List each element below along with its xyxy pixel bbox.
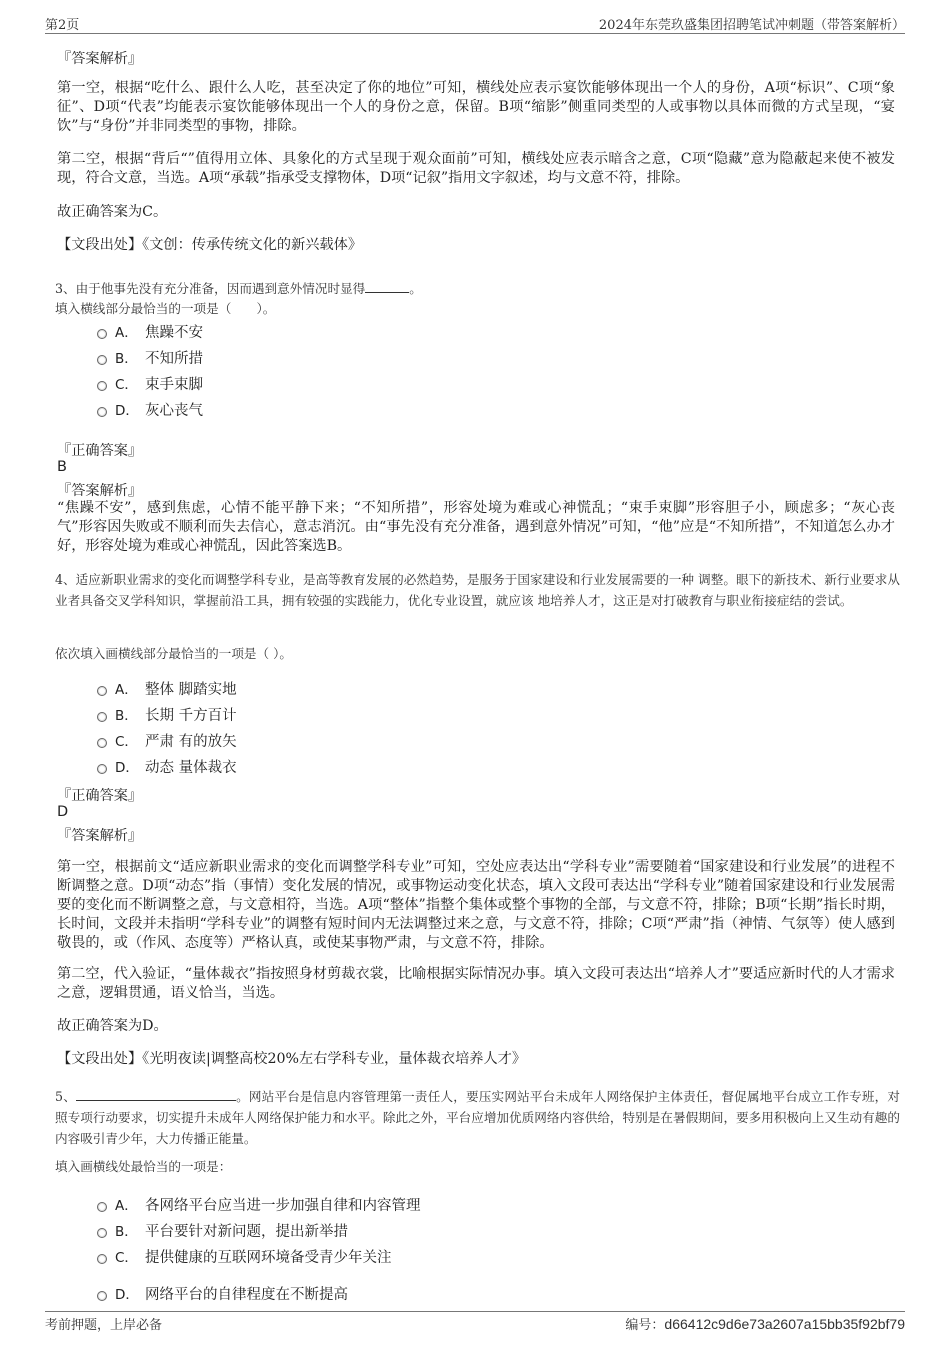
q3-analysis: “焦躁不安”，感到焦虑，心情不能平静下来；“不知所措”，形容处境为难或心神慌乱；“束手束脚”形容胆子小，顾虑多；“灰心丧气”形容因失败或不顺利而失去信心，意志消沉。由“事先没有充分准备，遇到意外情况”可知，“他”应是“不知所措”，不知道怎么办才好，形容处境为难或心神慌乱，因此答案选B。 bbox=[57, 500, 895, 554]
option-key: D． bbox=[115, 1287, 139, 1303]
q5-stem bbox=[55, 1086, 900, 1149]
option-key: C． bbox=[115, 377, 138, 393]
q4-analysis-para2: 第二空，代入验证，“量体裁衣”指按照身材剪裁衣裳，比喻根据实际情况办事。填入文段可表达出“培养人才”要适应新时代的人才需求之意，逻辑贯通，语义恰当，当选。 bbox=[57, 966, 895, 1001]
radio-icon[interactable] bbox=[97, 1228, 107, 1238]
option-text: 长期 千方百计 bbox=[145, 707, 237, 724]
radio-icon[interactable] bbox=[97, 738, 107, 748]
q5-option-c[interactable] bbox=[97, 1246, 392, 1266]
q4-option-a[interactable] bbox=[97, 678, 237, 698]
option-key: B． bbox=[115, 1224, 138, 1240]
radio-icon[interactable] bbox=[97, 1291, 107, 1301]
q5-option-a[interactable] bbox=[97, 1194, 421, 1214]
q5-stem-text: 。网站平台是信息内容管理第一责任人，要压实网站平台未成年人网络保护主体责任，督促属地平台成立工作专班，对照专项行动要求，切实提升未成年人网络保护能力和水平。除此之外，平台应增加优质网络内容供给，特别是在暑假期间，要多用积极向上又生动有趣的内容吸引青少年，大力传播正能量。 bbox=[55, 1089, 901, 1146]
option-key: A． bbox=[115, 1198, 138, 1214]
q2-analysis-label: 『答案解析』 bbox=[57, 51, 143, 67]
q2-analysis-para2: 第二空，根据“背后“”值得用立体、具象化的方式呈现于观众面前”可知，横线处应表示暗含之意，C项“隐藏”意为隐蔽起来使不被发现，符合文意，当选。A项“承载”指承受支撑物体，D项“记叙”指用文字叙述，均与文意不符，排除。 bbox=[57, 151, 895, 186]
q4-analysis-label: 『答案解析』 bbox=[57, 828, 143, 844]
option-text: 平台要针对新问题，提出新举措 bbox=[145, 1223, 348, 1240]
q5-option-d[interactable] bbox=[97, 1283, 348, 1303]
option-text: 束手束脚 bbox=[145, 376, 203, 393]
q4-analysis-para1: 第一空，根据前文“适应新职业需求的变化而调整学科专业”可知，空处应表达出“学科专业”需要随着“国家建设和行业发展”的进程不断调整之意。D项“动态”指（事情）变化发展的情况，或事物运动变化状态，填入文段可表达出“学科专业”随着国家建设和行业发展需要的变化而不断调整之意，与文意相符，当选。A项“整体”指整个集体或整个事物的全部，与文意不符，排除；B项“长期”指长时期，长时间，文段并未指明“学科专业”的调整有短时间内无法调整过来之意，与文意不符，排除；C项“严肃”指（神情、气氛等）使人感到敬畏的，或（作风、态度等）严格认真，或使某事物严肃，与文意不符，排除。 bbox=[57, 859, 895, 951]
document-title: 2024年东莞玖盛集团招聘笔试冲刺题（带答案解析） bbox=[598, 18, 905, 33]
radio-icon[interactable] bbox=[97, 329, 107, 339]
option-key: B． bbox=[115, 351, 138, 367]
radio-icon[interactable] bbox=[97, 1202, 107, 1212]
option-text: 整体 脚踏实地 bbox=[145, 681, 237, 698]
option-text: 焦躁不安 bbox=[145, 324, 203, 341]
q3-option-b[interactable] bbox=[97, 347, 203, 367]
option-text: 提供健康的互联网环境备受青少年关注 bbox=[145, 1249, 392, 1266]
footer-code bbox=[625, 1314, 905, 1333]
q2-conclusion: 故正确答案为C。 bbox=[57, 204, 168, 220]
option-text: 网络平台的自律程度在不断提高 bbox=[145, 1286, 348, 1303]
radio-icon[interactable] bbox=[97, 407, 107, 417]
option-key: A． bbox=[115, 325, 138, 341]
option-text: 灰心丧气 bbox=[145, 402, 203, 419]
radio-icon[interactable] bbox=[97, 686, 107, 696]
q4-option-b[interactable] bbox=[97, 704, 237, 724]
q5-blank bbox=[76, 1088, 236, 1101]
q2-analysis-para1: 第一空，根据“吃什么、跟什么人吃，甚至决定了你的地位”可知，横线处应表示宴饮能够体现出一个人的身份，A项“标识”、C项“象征”、D项“代表”均能表示宴饮能够体现出一个人的身份之意，保留。B项“缩影”侧重同类型的人或事物以具体而微的方式呈现，“宴饮”与“身份”并非同类型的事物，排除。 bbox=[57, 80, 895, 134]
option-key: D． bbox=[115, 403, 139, 419]
q4-conclusion: 故正确答案为D。 bbox=[57, 1018, 168, 1034]
radio-icon[interactable] bbox=[97, 355, 107, 365]
q2-source: 【文段出处】《文创：传承传统文化的新兴载体》 bbox=[57, 237, 363, 253]
q4-option-c[interactable] bbox=[97, 730, 237, 750]
q3-prompt: 填入横线部分最恰当的一项是（ ）。 bbox=[55, 301, 276, 316]
q4-stem: 4、适应新职业需求的变化而调整学科专业，是高等教育发展的必然趋势，是服务于国家建设和行业发展需要的一种 调整。眼下的新技术、新行业要求从业者具备交叉学科知识，掌握前沿工具，拥有较强的实践能力，优化专业设置，就应该 地培养人才，这正是对打破教育与职业衔接症结的尝试。 bbox=[55, 572, 900, 608]
option-text: 动态 量体裁衣 bbox=[145, 759, 237, 776]
option-text: 各网络平台应当进一步加强自律和内容管理 bbox=[145, 1197, 421, 1214]
footer-code-value: d66412c9d6e73a2607a15bb35f92bf79 bbox=[664, 1316, 905, 1332]
q4-answer: D bbox=[57, 804, 69, 820]
q3-analysis-label: 『答案解析』 bbox=[57, 483, 143, 499]
footer-code-label: 编号： bbox=[625, 1318, 665, 1333]
q5-number: 5、 bbox=[55, 1089, 76, 1104]
radio-icon[interactable] bbox=[97, 764, 107, 774]
option-text: 不知所措 bbox=[145, 350, 203, 367]
q4-option-d[interactable] bbox=[97, 756, 237, 776]
radio-icon[interactable] bbox=[97, 712, 107, 722]
q4-prompt: 依次填入画横线部分最恰当的一项是（ ）。 bbox=[55, 646, 292, 661]
radio-icon[interactable] bbox=[97, 381, 107, 391]
q3-blank bbox=[365, 280, 409, 293]
q3-stem-end: 。 bbox=[409, 281, 422, 296]
page-number: 第2页 bbox=[45, 18, 80, 33]
header-divider bbox=[45, 33, 905, 34]
option-key: C． bbox=[115, 734, 138, 750]
option-key: A． bbox=[115, 682, 138, 698]
q3-option-c[interactable] bbox=[97, 373, 203, 393]
q3-answer: B bbox=[57, 459, 67, 475]
option-key: C． bbox=[115, 1250, 138, 1266]
q3-stem bbox=[55, 278, 900, 299]
q4-source: 【文段出处】《光明夜读|调整高校20%左右学科专业，量体裁衣培养人才》 bbox=[57, 1051, 527, 1067]
q4-answer-label: 『正确答案』 bbox=[57, 788, 143, 804]
option-key: D． bbox=[115, 760, 139, 776]
footer-slogan: 考前押题，上岸必备 bbox=[45, 1318, 163, 1333]
footer-divider bbox=[45, 1311, 905, 1312]
option-text: 严肃 有的放矢 bbox=[145, 733, 237, 750]
q3-option-d[interactable] bbox=[97, 399, 203, 419]
option-key: B． bbox=[115, 708, 138, 724]
q3-answer-label: 『正确答案』 bbox=[57, 443, 143, 459]
q5-prompt: 填入画横线处最恰当的一项是： bbox=[55, 1159, 232, 1174]
q5-option-b[interactable] bbox=[97, 1220, 348, 1240]
radio-icon[interactable] bbox=[97, 1254, 107, 1264]
q3-option-a[interactable] bbox=[97, 321, 203, 341]
q3-stem-text: 3、由于他事先没有充分准备，因而遇到意外情况时显得 bbox=[55, 281, 366, 296]
